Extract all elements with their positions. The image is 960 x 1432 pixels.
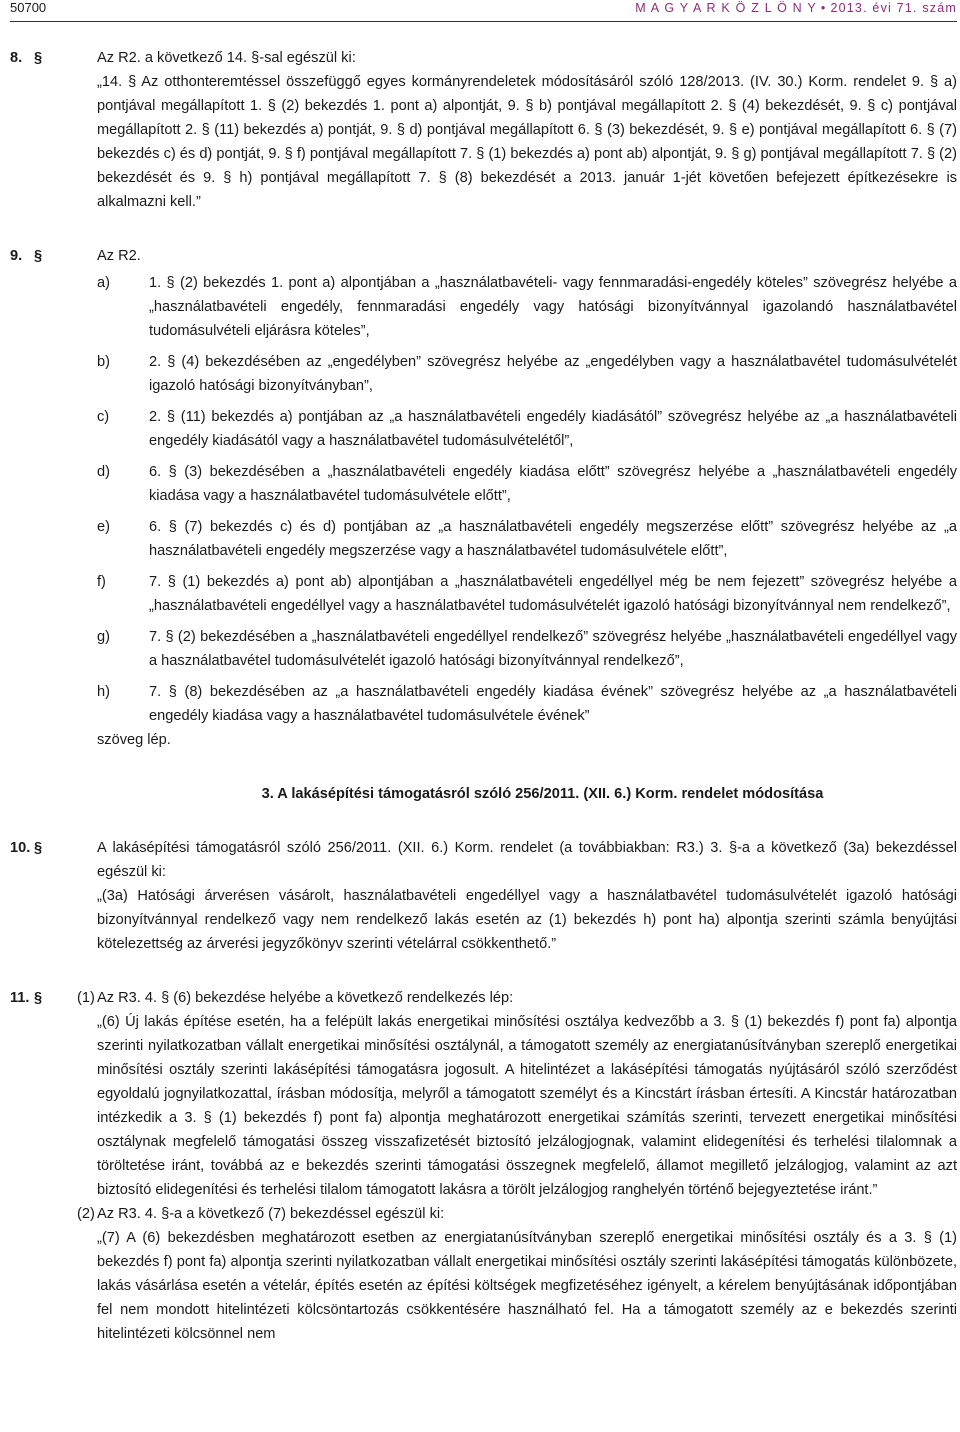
header-rule	[10, 21, 957, 22]
quoted-amendment: „(3a) Hatósági árverésen vásárolt, használatbavételi engedéllyel vagy a használatbavétel tudomásulvételét igazoló hatósági bizonyítvánnyal rendelkező vagy nem rendelkező lakás esetén az (1) bekezdés h) pont ha) alpontja szerinti számla benyújtási kötelezettség az árverési jegyzőkönyv szerinti vételárral csökkenthető.”	[97, 888, 957, 952]
separator-dot: •	[820, 1, 827, 15]
journal-name: M A G Y A R K Ö Z L Ö N Y	[635, 1, 817, 15]
list-item	[10, 680, 957, 728]
section-number: 8.	[10, 50, 23, 66]
item-label: d)	[97, 464, 110, 480]
list-item	[10, 350, 957, 398]
section-10	[10, 836, 957, 956]
item-text: 7. § (8) bekezdésében az „a használatbavételi engedély kiadása évének” szövegrész helyébe az „a használatbavételi engedély kiadása vagy a használatbavétel tudomásulvétele évének”	[149, 684, 957, 724]
list-item	[10, 625, 957, 673]
quoted-amendment: „(7) A (6) bekezdésben meghatározott esetben az energiatanúsítványban szereplő energetikai minősítési osztály és a 3. § (1) bekezdés f) pont fa) alpontja szerinti nyilatkozatban vállalt energetikai minősítési osztály szerinti lakásépítési támogatás különbözete, lakás vásárlása esetén a vételár, építés esetén az építési költségek megfizetéséhez igényelt, a kérelem benyújtásának időpontjában fel nem mondott hitelintézeti kölcsöntartozás csökkentésére használható fel. Ha a támogatott személy az e bekezdés szerinti hitelintézeti kölcsönnel nem	[97, 1230, 957, 1342]
paragraph-label: (1)	[77, 990, 95, 1006]
section-outro: szöveg lép.	[97, 732, 171, 748]
section-number: 11.	[10, 990, 30, 1006]
item-label: c)	[97, 409, 110, 425]
item-text: 7. § (1) bekezdés a) pont ab) alpontjában a „használatbavételi engedéllyel még be nem fejezett” szövegrész helyébe a „használatbavételi engedéllyel vagy a használatbavétel tudomásulvételét igazoló hatósági bizonyítvánnyal nem rendelkező”,	[149, 574, 957, 614]
item-label: g)	[97, 629, 110, 645]
section-intro: Az R2.	[97, 248, 141, 264]
journal-issue: 2013. évi 71. szám	[830, 1, 957, 15]
journal-title	[635, 1, 957, 15]
paragraph-1	[10, 986, 957, 1202]
quoted-amendment: „(6) Új lakás építése esetén, ha a felépült lakás energetikai minősítési osztálya kedvezőbb a 3. § (1) bekezdés f) pont fa) alpontja szerinti nyilatkozatban vállalt energetikai minősítési osztálynál, a támogatott személy az energiatanúsítványban szereplő energetikai minősítési osztály szerinti lakásépítési támogatásra jogosult. A hitelintézet a lakásépítési támogatás nyújtásáról szóló szerződést egyoldalú jognyilatkozattal, írásban módosítja, melyről a támogatott személyt és a Kincstárt írásban értesíti. A Kincstár határozatban intézkedik a 3. § (1) bekezdés f) pont fa) alpontja meghatározott energetikai számítás szerinti, tervezett energetikai minősítési osztálynak megfelelő támogatási összeg visszafizetését biztosító jelzálogjognak, valamint elidegenítési és terhelési tilalomnak a töröltetése iránt, továbbá az e bekezdés szerinti támogatási összegnek megfelelő, államot megillető jelzálogjog, valamint az azt biztosító elidegenítési és terhelési tilalom támogatott lakásra a törölt jelzálogjog ranghelyén történő bejegyeztetése iránt.”	[97, 1014, 957, 1198]
section-number: 10.	[10, 840, 31, 856]
section-intro: Az R2. a következő 14. §-sal egészül ki:	[97, 50, 356, 66]
item-text: 6. § (3) bekezdésében a „használatbavételi engedély kiadása előtt” szövegrész helyébe a „használatbavételi engedély kiadása vagy a használatbavétel tudomásulvétele előtt”,	[149, 464, 957, 504]
page-number: 50700	[10, 0, 47, 15]
section-symbol: §	[34, 248, 43, 264]
section-number: 9.	[10, 248, 23, 264]
list-item	[10, 271, 957, 343]
item-text: 2. § (11) bekezdés a) pontjában az „a használatbavételi engedély kiadásától” szövegrész helyébe az „a használatbavételi engedély kiadásától vagy a használatbavétel tudomásulvételétől”,	[149, 409, 957, 449]
item-text: 7. § (2) bekezdésében a „használatbavételi engedéllyel rendelkező” szövegrész helyébe „használatbavételi engedéllyel vagy a használatbavétel tudomásulvételét igazoló hatósági bizonyítvánnyal rendelkező”,	[149, 629, 957, 669]
page-header	[10, 0, 957, 22]
item-label: f)	[97, 574, 106, 590]
section-11	[10, 986, 957, 1346]
paragraph-intro: Az R3. 4. §-a a következő (7) bekezdéssel egészül ki:	[97, 1206, 445, 1222]
item-label: b)	[97, 354, 110, 370]
item-label: a)	[97, 275, 110, 291]
chapter-title: 3. A lakásépítési támogatásról szóló 256/2011. (XII. 6.) Korm. rendelet módosítása	[261, 786, 824, 802]
section-intro: A lakásépítési támogatásról szóló 256/2011. (XII. 6.) Korm. rendelet (a továbbiakban: R3.) 3. §-a a következő (3a) bekezdéssel egészül ki:	[97, 840, 957, 880]
item-label: h)	[97, 684, 110, 700]
item-text: 1. § (2) bekezdés 1. pont a) alpontjában a „használatbavételi- vagy fennmaradási-engedély köteles” szövegrész helyébe a „használatbavételi engedély, fennmaradási engedély vagy hatósági bizonyítvánnyal igazolandó használatbavétel tudomásulvételi eljárásra köteles”,	[149, 275, 957, 339]
paragraph-label: (2)	[77, 1206, 95, 1222]
paragraph-intro: Az R3. 4. § (6) bekezdése helyébe a következő rendelkezés lép:	[97, 990, 514, 1006]
section-symbol: §	[34, 990, 43, 1006]
paragraph-2	[10, 1202, 957, 1346]
section-symbol: §	[34, 840, 43, 856]
section-8	[10, 46, 957, 214]
quoted-amendment: „14. § Az otthonteremtéssel összefüggő egyes kormányrendeletek módosításáról szóló 128/2013. (IV. 30.) Korm. rendelet 9. § a) pontjával megállapított 1. § (2) bekezdés 1. pont a) alpontját, 9. § b) pontjával megállapított 2. § (4) bekezdését, 9. § c) pontjával megállapított 2. § (11) bekezdés a) pontját, 9. § d) pontjával megállapított 6. § (3) bekezdését, 9. § e) pontjával megállapított 6. § (7) bekezdés c) és d) pontját, 9. § f) pontjával megállapított 7. § (1) bekezdés a) pont ab) alpontját, 9. § g) pontjával megállapított 7. § (2) bekezdését és 9. § h) pontjával megállapított 7. § (8) bekezdését a 2013. január 1-jét követően befejezett építkezésekre is alkalmazni kell.”	[97, 74, 957, 210]
list-item	[10, 570, 957, 618]
item-label: e)	[97, 519, 110, 535]
item-text: 6. § (7) bekezdés c) és d) pontjában az „a használatbavételi engedély megszerzése előtt” szövegrész helyébe az „a használatbavételi engedély megszerzése vagy a használatbavétel tudomásulvétele előtt”,	[149, 519, 957, 559]
list-item	[10, 460, 957, 508]
list-item	[10, 515, 957, 563]
section-9	[10, 244, 957, 752]
section-symbol: §	[34, 50, 43, 66]
item-text: 2. § (4) bekezdésében az „engedélyben” szövegrész helyébe az „engedélyben vagy a használatbavétel tudomásulvételét igazoló hatósági bizonyítványban”,	[149, 354, 957, 394]
list-item	[10, 405, 957, 453]
